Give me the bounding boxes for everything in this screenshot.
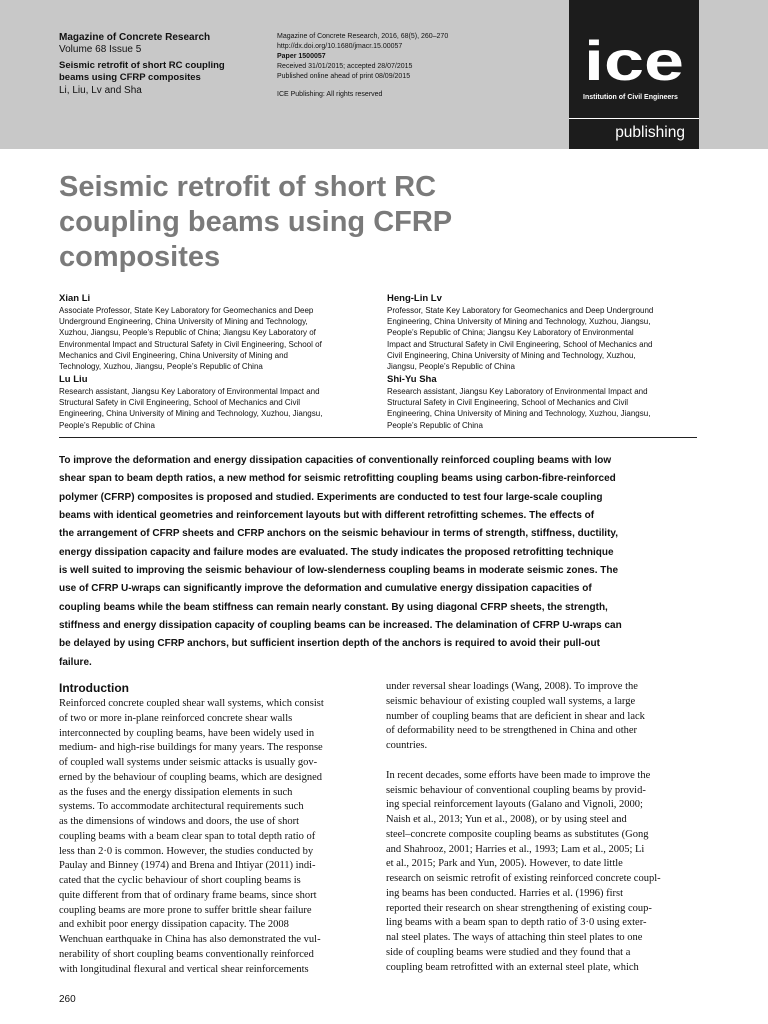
- magazine-name: Magazine of Concrete Research: [59, 32, 211, 43]
- text-line: medium- and high-rise buildings for many years. The response: [59, 742, 323, 754]
- text-line: number of coupling beams that are deficient in shear and lack: [386, 710, 645, 722]
- affiliation-line: People’s Republic of China: [59, 420, 155, 430]
- publication-details: [277, 32, 557, 100]
- text-line: as the fuses and the energy dissipation elements in such: [59, 786, 293, 798]
- affiliation-line: People’s Republic of China; Jiangsu Key Laboratory of Environmental: [387, 328, 634, 338]
- text-line: side of coupling beams were studied and they found that a: [386, 946, 631, 958]
- title-line: composites: [59, 241, 221, 273]
- text-line: and Shahrooz, 2001; Harries et al., 1993; Lam et al., 2005; Li: [386, 843, 645, 855]
- abstract-line: polymer (CFRP) composites is proposed and studied. Experiments are conducted to test four large-scale coupling: [59, 491, 603, 503]
- abstract-line: is well suited to improving the seismic behaviour of low-slenderness coupling beams in moderate seismic zones. The: [59, 565, 619, 577]
- author-name: Lu Liu: [59, 374, 88, 385]
- affiliation-line: Environmental Impact and Structural Safety in Civil Engineering, School of: [59, 339, 322, 349]
- text-line: of two or more in-plane reinforced concrete shear walls: [59, 712, 293, 724]
- text-line: quite different from that of ordinary frame beams, since short: [59, 889, 317, 901]
- text-line: of deformability need to be strengthened in China and other: [386, 725, 638, 737]
- doi-link[interactable]: http://dx.doi.org/10.1680/jmacr.15.00057: [277, 43, 403, 50]
- ice-logo-mark: [569, 38, 699, 84]
- affiliation-line: People’s Republic of China: [387, 420, 483, 430]
- affiliation-line: Engineering, China University of Mining and Technology, Xuzhou, Jiangsu,: [59, 409, 323, 419]
- abstract-line: stiffness and energy dissipation capacity of coupling beams can be increased. The delamination of CFRP U-wraps can: [59, 620, 622, 632]
- logo-divider: [569, 118, 699, 119]
- abstract-line: coupling beams while the beam stiffness can remain nearly constant. By using diagonal CFRP sheets, the strength,: [59, 601, 608, 613]
- section-divider: [59, 437, 697, 438]
- text-line: coupling beams with a beam clear span to total depth ratio of: [59, 830, 316, 842]
- body-paragraph: [59, 697, 371, 977]
- affiliation-line: Mechanics and Civil Engineering, China University of Mining and: [59, 350, 289, 360]
- author-block: [59, 373, 389, 431]
- text-line: steel–concrete composite coupling beams as substitutes (Gong: [386, 828, 649, 840]
- author-block: [387, 292, 717, 372]
- author-affiliation: [387, 305, 717, 372]
- text-line: coupling beams are more prone to suffer brittle shear failure: [59, 904, 312, 916]
- text-line: less than 2·0 is common. However, the studies conducted by: [59, 845, 314, 857]
- title-line: coupling beams using CFRP: [59, 206, 453, 238]
- affiliation-line: Professor, State Key Laboratory for Geomechanics and Deep Underground: [387, 306, 654, 315]
- rights-statement: ICE Publishing: All rights reserved: [277, 91, 383, 98]
- affiliation-line: Technology, Xuzhou, Jiangsu, People’s Republic of China: [59, 362, 263, 372]
- author-name: Xian Li: [59, 293, 91, 304]
- abstract-line: beams with identical geometries and reinforcement layouts but with different retrofitting schemes. The effects of: [59, 510, 595, 522]
- abstract-line: energy dissipation capacity and failure modes are evaluated. The study indicates the proposed retrofitting technique: [59, 546, 614, 558]
- text-line: ing special reinforcement layouts (Galano and Vignoli, 2000;: [386, 799, 643, 811]
- affiliation-line: Jiangsu, People’s Republic of China: [387, 362, 515, 372]
- body-paragraph: [386, 680, 698, 754]
- abstract-line: the arrangement of CFRP sheets and CFRP anchors on the seismic behaviour in terms of strength, stiffness, ductility,: [59, 528, 619, 540]
- received-date: Received 31/01/2015; accepted 28/07/2015: [277, 63, 413, 70]
- short-title: [59, 60, 274, 84]
- text-line: cated that the cyclic behaviour of short coupling beams is: [59, 875, 301, 886]
- article-title: [59, 170, 579, 275]
- text-line: Naish et al., 2013; Yun et al., 2008), or by using steel and: [386, 814, 627, 825]
- text-line: systems. To accommodate architectural requirements such: [59, 801, 304, 813]
- text-line: as the dimensions of windows and doors, the use of short: [59, 816, 300, 827]
- text-line: reported their research on shear strengthening of existing coup-: [386, 902, 652, 914]
- page-number: 260: [59, 994, 76, 1005]
- abstract-line: failure.: [59, 656, 92, 668]
- abstract-line: be delayed by using CFRP anchors, but sufficient insertion depth of the anchors is required to avoid their pull-out: [59, 638, 600, 650]
- body-paragraph: [386, 769, 698, 976]
- citation: Magazine of Concrete Research, 2016, 68(5), 260–270: [277, 33, 449, 40]
- text-line: and exhibit poor energy dissipation capacity. The 2008: [59, 919, 289, 931]
- text-line: interconnected by coupling beams, have been widely used in: [59, 727, 315, 739]
- abstract-line: To improve the deformation and energy dissipation capacities of conventionally reinforced coupling beams with low: [59, 455, 612, 466]
- author-block: [59, 292, 389, 372]
- abstract-line: shear span to beam depth ratios, a new method for seismic retrofitting coupling beams using carbon-fibre-reinforced: [59, 473, 616, 485]
- affiliation-line: Structural Safety in Civil Engineering, School of Mechanics and Civil: [59, 398, 301, 408]
- ice-publishing-logo: [569, 0, 699, 149]
- affiliation-line: Xuzhou, Jiangsu, People’s Republic of China; Jiangsu Key Laboratory of: [59, 328, 316, 338]
- text-line: with longitudinal flexural and vertical shear reinforcements: [59, 963, 309, 975]
- affiliation-line: Civil Engineering, China University of Mining and Technology, Xuzhou,: [387, 350, 636, 360]
- body-column-left: [59, 680, 371, 977]
- affiliation-line: Engineering, China University of Mining and Technology, Xuzhou, Jiangsu,: [387, 409, 651, 419]
- text-line: ling beams with a beam span to depth ratio of 3·0 using exter-: [386, 917, 647, 929]
- volume-issue: Volume 68 Issue 5: [59, 44, 142, 55]
- abstract-line: use of CFRP U-wraps can significantly improve the deformation and cumulative energy dissipation capacities of: [59, 583, 592, 595]
- abstract: [59, 452, 699, 672]
- author-affiliation: [59, 386, 389, 431]
- text-line: In recent decades, some efforts have been made to improve the: [386, 769, 651, 781]
- ice-wordmark: ice: [584, 38, 684, 84]
- publishing-label: publishing: [615, 124, 685, 141]
- affiliation-line: Structural Safety in Civil Engineering, School of Mechanics and Civil: [387, 398, 629, 408]
- author-name: Shi-Yu Sha: [387, 374, 437, 385]
- section-heading: Introduction: [59, 681, 129, 695]
- short-authors: Li, Liu, Lv and Sha: [59, 85, 142, 96]
- text-line: seismic behaviour of existing coupled wall systems, a large: [386, 695, 636, 707]
- text-line: et al., 2015; Park and Yun, 2005). However, to date little: [386, 858, 623, 870]
- text-line: Reinforced concrete coupled shear wall systems, which consist: [59, 698, 324, 709]
- title-line: Seismic retrofit of short RC: [59, 171, 437, 203]
- journal-header: [0, 0, 768, 149]
- affiliation-line: Underground Engineering, China University of Mining and Technology,: [59, 317, 308, 327]
- author-block: [387, 373, 717, 431]
- text-line: Wenchuan earthquake in China has also demonstrated the vul-: [59, 934, 321, 945]
- text-line: coupling beam retrofitted with an external steel plate, which: [386, 961, 639, 973]
- text-line: seismic behaviour of conventional coupling beams by provid-: [386, 784, 646, 796]
- text-line: Paulay and Binney (1974) and Brena and Ihtiyar (2011) indi-: [59, 860, 316, 872]
- text-line: ing beams has been conducted. Harries et al. (1996) first: [386, 887, 624, 899]
- text-line: under reversal shear loadings (Wang, 2008). To improve the: [386, 681, 638, 692]
- author-name: Heng-Lin Lv: [387, 293, 442, 304]
- affiliation-line: Engineering, China University of Mining and Technology, Xuzhou, Jiangsu,: [387, 317, 651, 327]
- affiliation-line: Research assistant, Jiangsu Key Laboratory of Environmental Impact and: [59, 387, 320, 396]
- text-line: of coupled wall systems under seismic attacks is usually gov-: [59, 757, 318, 768]
- text-line: research on seismic retrofit of existing reinforced concrete coupl-: [386, 873, 661, 884]
- magazine-info: [59, 32, 274, 97]
- affiliation-line: Associate Professor, State Key Laboratory for Geomechanics and Deep: [59, 306, 314, 315]
- body-column-right: [386, 680, 698, 975]
- short-title-line: beams using CFRP composites: [59, 72, 201, 83]
- short-title-line: Seismic retrofit of short RC coupling: [59, 60, 225, 71]
- author-affiliation: [59, 305, 389, 372]
- published-date: Published online ahead of print 08/09/2015: [277, 73, 411, 80]
- text-line: erned by the behaviour of coupling beams, which are designed: [59, 771, 322, 783]
- affiliation-line: Impact and Structural Safety in Civil Engineering, School of Mechanics and: [387, 339, 653, 349]
- text-line: nerability of short coupling beams conventionally reinforced: [59, 948, 314, 960]
- text-line: nal steel plates. The ways of attaching thin steel plates to one: [386, 932, 643, 943]
- text-line: countries.: [386, 740, 428, 751]
- institution-name: Institution of Civil Engineers: [583, 94, 678, 101]
- paper-number: Paper 1500057: [277, 53, 326, 60]
- author-affiliation: [387, 386, 717, 431]
- affiliation-line: Research assistant, Jiangsu Key Laboratory of Environmental Impact and: [387, 387, 648, 396]
